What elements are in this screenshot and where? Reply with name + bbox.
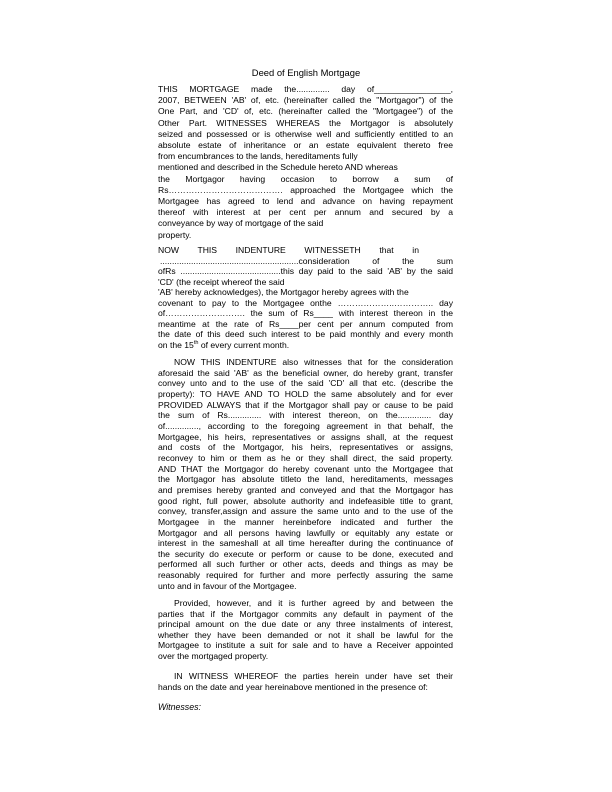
text-line: reconvey to him or them as he or they shall direct, the said property. [158, 452, 453, 463]
text-line: Rs…………………………………. approached the Mortgagee which the [158, 184, 453, 195]
text-line: conveyance by way of mortgage of the said [158, 218, 324, 229]
text-line: the Mortgagor having occasion to borrow a sum of [158, 173, 453, 184]
text-line: ofRs ..........................................this day paid to the said 'AB' by the said [158, 266, 453, 276]
text-line: the security do execute or perform or cause to be done, executed and [158, 548, 453, 559]
text-line: Mortgagee has agreed to lend and advance on having repayment [158, 196, 453, 207]
text-line: reasonably required for further and more perfectly assuring the same [158, 570, 453, 581]
paragraph-witnesseth [158, 245, 453, 350]
text-line: convey unto and to the use of the said 'CD' all that etc. (describe the [158, 378, 453, 389]
text-line: thereof with interest at per cent per annum and secured by a [158, 207, 453, 218]
ordinal-suffix: th [193, 339, 199, 346]
text-line: 2007, BETWEEN 'AB' of, etc. (hereinafter called the "Mortgagor") of the [158, 95, 453, 106]
text-line: meantime at the rate of Rs____per cent per annum computed from [158, 318, 453, 329]
text-line: Mortgagee in the manner hereinbefore indicated and further the [158, 516, 453, 527]
text-line: THIS MORTGAGE made the.............. day of________________, [158, 84, 453, 94]
text-line: 'AB' hereby acknowledges), the Mortgagor hereby agrees with the [158, 287, 409, 297]
text-line [158, 340, 453, 351]
text-line: performed all such further or other acts, deeds and things as may be [158, 559, 453, 570]
text-line: Mortgagee to institute a suit for sale and to have a Receiver appointed [158, 640, 453, 651]
text-line: interest in the sameshall at all time hereafter during the continuance of [158, 538, 453, 549]
text-line: good right, full power, absolute authority and indefeasible title to grant, [158, 495, 453, 506]
text-line: hands on the date and year hereinabove mentioned in the presence of: [158, 681, 428, 692]
text-line: absolute estate of inheritance or an estate equivalent thereto free [158, 140, 453, 151]
text-line: NOW THIS INDENTURE WITNESSETH that in [158, 245, 419, 255]
text-line: IN WITNESS WHEREOF the parties herein under have set their [174, 671, 453, 681]
text-fragment: on the 15 [158, 339, 194, 350]
text-line: aforesaid the said 'AB' as the beneficial owner, do hereby grant, transfer [158, 367, 453, 378]
text-line: the sum of Rs.............. with interest thereon, on the.............. day [158, 410, 453, 421]
witnesses-label: Witnesses: [158, 702, 201, 712]
text-line: and costs of the Mortgagor, his heirs, representatives or assigns, [158, 442, 453, 453]
text-line: Mortgagee, his heirs, representatives or assigns shall, at the request [158, 431, 453, 442]
text-line: the Mortgagor has absolute titleto the land, hereditaments, messages [158, 474, 453, 485]
paragraph-parties [158, 84, 453, 241]
text-line: covenant to pay to the Mortgagee onthe ………………..………….. day [158, 297, 453, 308]
text-line: unto and in favour of the Mortgagee. [158, 580, 297, 591]
text-line: parties that if the Mortgagor commits any default in payment of the [158, 608, 453, 619]
text-line: property. [158, 229, 192, 240]
text-line: and premises hereby granted and conveyed and that the Mortgagor has [158, 484, 453, 495]
text-line: Provided, however, and it is further agreed by and between the [174, 598, 453, 608]
text-line: 'CD' (the receipt whereof the said [158, 276, 285, 287]
text-line: from encumbrances to the lands, hereditaments fully [158, 151, 358, 162]
text-line: over the mortgaged property. [158, 650, 269, 661]
text-line: mentioned and described in the Schedule hereto AND whereas [158, 162, 398, 173]
text-line: whether they have been demanded or not it shall be lawful for the [158, 629, 453, 640]
document-title: Deed of English Mortgage [251, 67, 361, 78]
text-line: of.............., according to the foregoing agreement in that behalf, the [158, 420, 453, 431]
text-line: the date of this deed such interest to be paid monthly and every month [158, 329, 453, 339]
text-line: principal amount on the due date or any three instalments of interest, [158, 619, 453, 630]
text-line: AND THAT the Mortgagor do hereby covenant unto the Mortgagee that [158, 463, 453, 474]
text-line: NOW THIS INDENTURE also witnesses that for the consideration [174, 357, 453, 367]
text-line: convey, transfer,assign and assure the same unto and to the use of the [158, 506, 453, 517]
text-line: Other Part. WITNESSES WHEREAS the Mortgagor is absolutely [158, 117, 453, 128]
text-fragment: of every current month. [198, 339, 290, 350]
text-line: One Part, and 'CD' of, etc. (hereinafter called the "Mortgagee") of the [158, 106, 453, 117]
paragraph-proviso [158, 598, 453, 662]
text-line: seized and possessed or is otherwise well and sufficiently entitled to an [158, 128, 453, 139]
text-line: of………………………. the sum of Rs____ with interest thereon in the [158, 308, 453, 318]
text-line: PROVIDED ALWAYS that if the Mortgagor shall pay or cause to be paid [158, 399, 453, 410]
text-line: Mortgagor and all persons having lawfully or equitably any estate or [158, 527, 453, 538]
text-line: ..........................................................consideration of the sum [160, 255, 453, 266]
paragraph-indenture [158, 357, 453, 591]
text-line: property): TO HAVE AND TO HOLD the same absolutely and for ever [158, 388, 453, 399]
paragraph-in-witness [158, 671, 453, 693]
